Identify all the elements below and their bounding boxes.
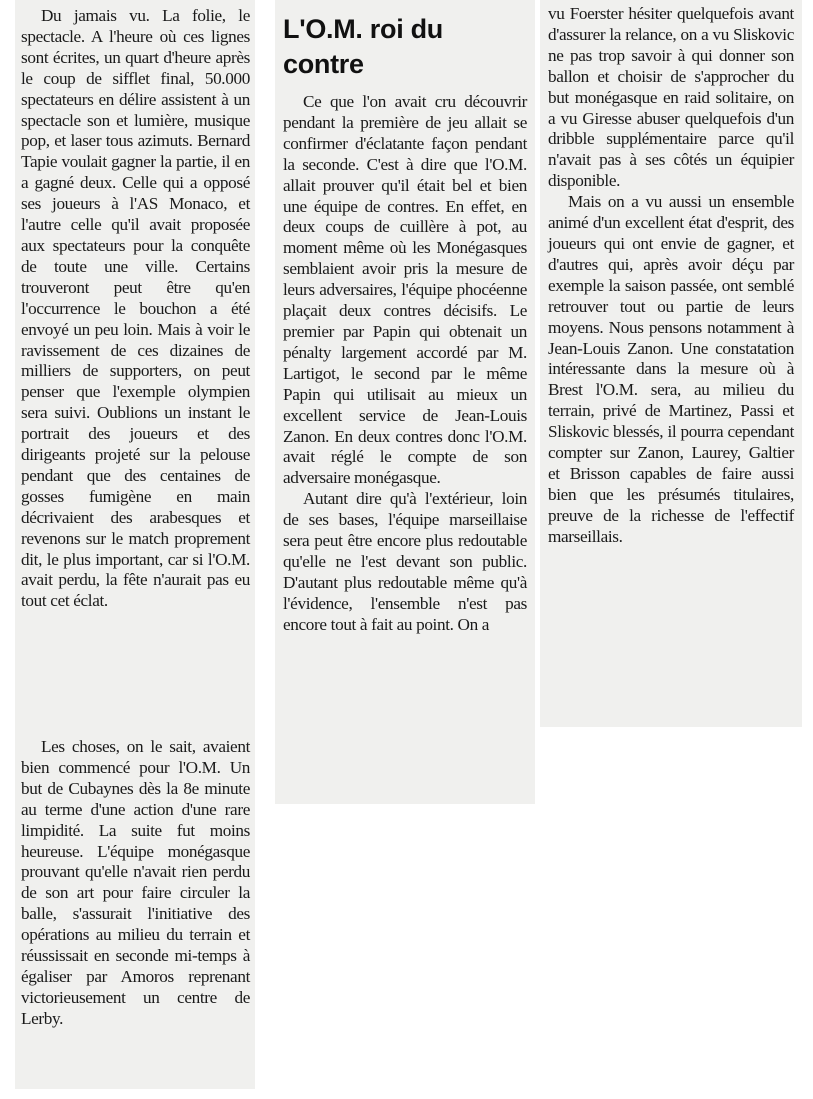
counter-attack-paragraph: Ce que l'on avait cru découvrir pendant la première de jeu allait se confirmer d'éclatante façon pendant la seconde. C'est à dire que l'O.M. allait prouver qu'il était bel et bien une équipe de contres. En effet, en deux coups de cuillère à pot, au moment même où les Monégasques semblaient avoir pris la mesure de leurs adversaires, l'équipe phocéenne plaçait deux contres décisifs. Le premier par Papin qui obtenait un pénalty largement accordé par M. Lartigot, le second par le même Papin qui utilisait au mieux un excellent service de Jean-Louis Zanon. En deux contres donc l'O.M. avait réglé le compte de son adversaire monégasque. <box>283 92 527 488</box>
intro-paragraph: Du jamais vu. La folie, le spectacle. A l'heure où ces lignes sont écrites, un quart d'heure après le coup de sifflet final, 50.000 spectateurs en délire assistent à un spectacle son et lumière, musique pop, et laser tous azimuts. Bernard Tapie voulait gagner la partie, il en a gagné deux. Celle qui a opposé ses joueurs à l'AS Monaco, et l'autre celle qu'il avait proposée aux spectateurs pour la conquête de toute une ville. Certains trouveront peut être qu'en l'occurrence le bouchon a été envoyé un peu loin. Mais à voir le ravissement de ces dizaines de milliers de supporters, on peut penser que l'exemple olympien sera suivi. Oublions un instant le portrait des joueurs et des dirigeants projeté sur la pelouse pendant que des centaines de gosses fumigène en main décrivaient des arabesques et revenons sur le match proprement dit, le plus important, car si l'O.M. avait perdu, la fête n'aurait pas eu tout cet éclat. <box>21 6 250 611</box>
players-critique-paragraph: vu Foerster hésiter quelquefois avant d'assurer la relance, on a vu Sliskovic ne pas trop savoir à qui donner son ballon et choisir de s'approcher du but monégasque en raid solitaire, on a vu Giresse abuser quelquefois d'un dribble supplémentaire parce qu'il n'avait pas à ses côtés un équipier disponible. <box>548 4 794 191</box>
article-clipping-right <box>540 0 802 727</box>
article-clipping-left-top <box>15 0 255 732</box>
away-outlook-paragraph: Autant dire qu'à l'extérieur, loin de ses bases, l'équipe marseillaise sera peut être encore plus redoutable qu'elle ne l'est devant son public. D'autant plus redoutable même qu'à l'évidence, l'ensemble n'est pas encore tout à fait au point. On a <box>283 489 527 634</box>
article-clipping-middle <box>275 0 535 804</box>
article-headline: L'O.M. roi du contre <box>283 14 443 79</box>
article-clipping-left-bottom <box>15 732 255 1089</box>
match-summary-paragraph: Les choses, on le sait, avaient bien commencé pour l'O.M. Un but de Cubaynes dès la 8e minute au terme d'une action d'une rare limpidité. La suite fut moins heureuse. L'équipe monégasque prouvant qu'elle n'avait rien perdu de son art pour faire circuler la balle, s'assurait l'initiative des opérations au milieu du terrain et réussissait en seconde mi-temps à égaliser par Amoros reprenant victorieusement un centre de Lerby. <box>21 737 250 1028</box>
team-spirit-paragraph: Mais on a vu aussi un ensemble animé d'un excellent état d'esprit, des joueurs qui ont envie de gagner, et d'autres qui, après avoir déçu par exemple la saison passée, ont semblé retrouver tout ou partie de leurs moyens. Nous pensons notamment à Jean-Louis Zanon. Une constatation intéressante dans la mesure où à Brest l'O.M. sera, au milieu du terrain, privé de Martinez, Passi et Sliskovic blessés, il pourra cependant compter sur Zanon, Laurey, Galtier et Brisson capables de faire aussi bien que les présumés titulaires, preuve de la richesse de l'effectif marseillais. <box>548 192 794 546</box>
